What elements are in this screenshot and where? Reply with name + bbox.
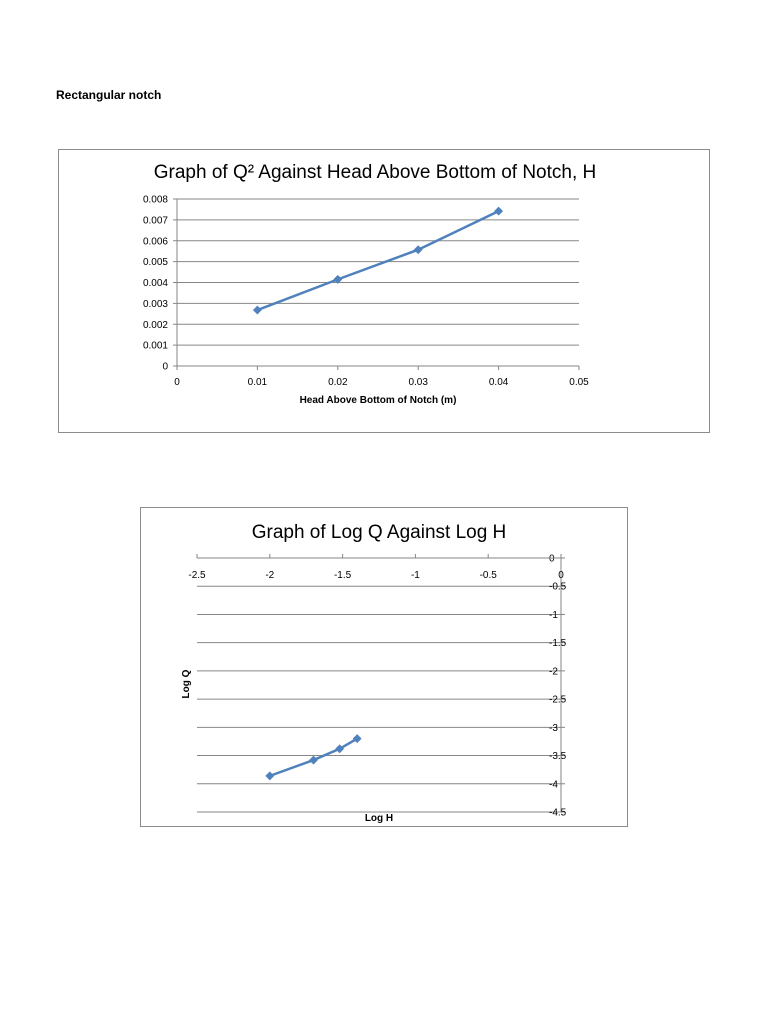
chart1-ytick-label: 0.008 [142,194,168,206]
chart2-ytick-label: -0.5 [549,581,567,593]
chart1-ytick-label: 0.005 [142,257,168,269]
chart2-ylabel: Log Q [181,669,192,699]
chart1-ytick-label: 0.001 [142,340,168,352]
chart1-ytick-label: 0.007 [142,215,168,227]
chart1-data-point [414,246,422,254]
chart2-ytick-label: -2.5 [549,694,567,706]
chart1-series-line [257,211,498,310]
chart1-data-point [494,207,502,215]
chart2-ytick-label: -4.5 [549,807,567,819]
chart2-svg [141,508,629,828]
chart2-title: Graph of Log Q Against Log H [251,522,507,543]
chart-logq-vs-logh [140,507,628,827]
chart2-ytick-label: -4 [549,779,558,791]
chart1-ytick-label: 0.006 [142,236,168,248]
chart1-ytick-label: 0.003 [142,298,168,310]
chart1-ytick-label: 0.002 [142,319,168,331]
chart1-ytick-label: 0.004 [142,278,168,289]
chart2-ytick-label: -3.5 [549,751,567,763]
chart1-xtick-label: 0.03 [408,377,428,388]
chart1-xtick-label: 0 [174,377,180,388]
chart2-xtick-label: -2 [265,570,275,581]
chart2-xtick-label: -0.5 [479,570,497,581]
chart1-title: Graph of Q² Against Head Above Bottom of Notch, H [153,162,597,183]
chart1-data-point [253,306,261,314]
chart1-xtick-label: 0.01 [247,377,268,388]
chart2-xtick-label: -2.5 [188,570,206,581]
chart2-xtick-label: 0 [558,570,564,581]
chart2-xlabel: Log H [364,813,394,824]
chart1-xtick-label: 0.02 [328,377,348,388]
chart2-ytick-label: -3 [549,722,558,734]
chart2-xtick-label: -1 [410,570,420,581]
chart1-xtick-label: 0.04 [488,377,509,388]
chart2-xtick-label: -1.5 [333,570,352,581]
chart1-xtick-label: 0.05 [569,377,589,388]
chart2-ytick-label: -2 [549,666,558,678]
chart2-data-point [266,772,274,780]
chart2-data-point [309,756,317,764]
chart2-ytick-label: 0 [549,553,555,565]
chart1-svg [59,150,711,434]
chart2-ytick-label: -1 [549,609,558,621]
chart1-ytick-label: 0 [162,361,168,373]
chart2-ytick-label: -1.5 [549,638,567,650]
page-heading: Rectangular notch [56,88,162,102]
chart-q-squared-vs-head [58,149,710,433]
chart1-xlabel: Head Above Bottom of Notch (m) [299,395,457,406]
